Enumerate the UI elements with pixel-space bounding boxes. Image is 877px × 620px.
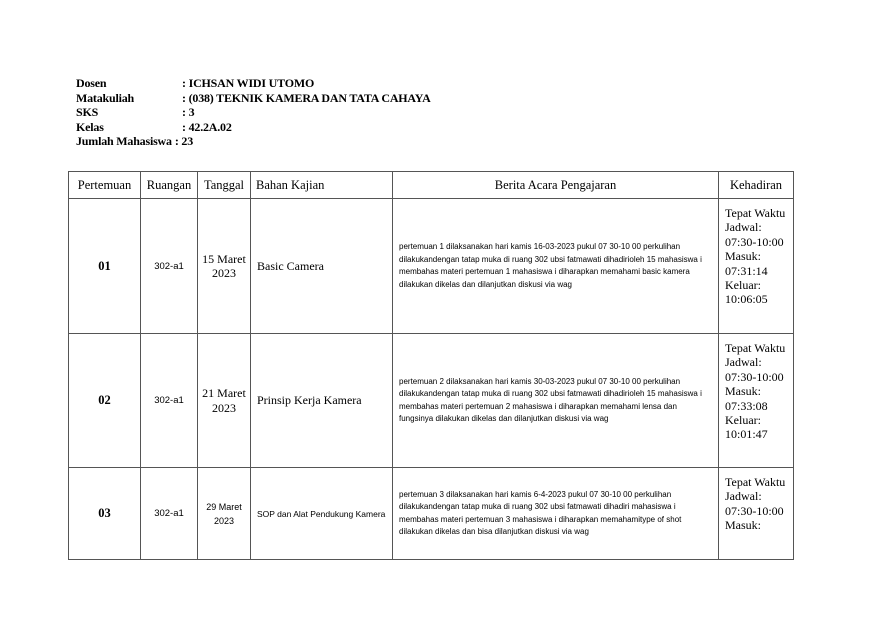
cell-bahan-kajian: SOP dan Alat Pendukung Kamera <box>251 468 393 560</box>
info-dosen <box>76 76 431 91</box>
cell-ruangan: 302-a1 <box>141 334 198 468</box>
info-value: : 23 <box>174 134 194 149</box>
cell-kehadiran <box>719 199 794 334</box>
cell-pertemuan: 01 <box>69 199 141 334</box>
table-row <box>69 334 794 468</box>
table-row <box>69 468 794 560</box>
info-label: Matakuliah <box>76 90 135 105</box>
cell-tanggal: 15 Maret 2023 <box>198 199 251 334</box>
cell-berita-acara: pertemuan 2 dilaksanakan hari kamis 30-03-2023 pukul 07 30-10 00 perkulihan dilakukandengan tatap muka di ruang 302 ubsi fatmawati dihadirioleh 15 mahasiswa i membahas materi pertemuan 2 mahasiswa i diharapkan memahami lensa dan fungsinya dilakukan dikelas dan dilanjutkan diskusi via wag <box>393 334 719 468</box>
course-info <box>76 76 431 149</box>
cell-tanggal: 29 Maret 2023 <box>198 468 251 560</box>
cell-tanggal: 21 Maret 2023 <box>198 334 251 468</box>
info-matakuliah <box>76 91 431 106</box>
info-label: Jumlah Mahasiswa <box>76 134 172 149</box>
header-kehadiran: Kehadiran <box>719 172 794 199</box>
info-jumlah-mahasiswa <box>76 134 431 149</box>
table-header-row <box>69 172 794 199</box>
header-bahan-kajian: Bahan Kajian <box>251 172 393 199</box>
cell-bahan-kajian: Basic Camera <box>251 199 393 334</box>
cell-pertemuan: 02 <box>69 334 141 468</box>
info-label: Kelas <box>76 119 104 134</box>
cell-berita-acara: pertemuan 1 dilaksanakan hari kamis 16-03-2023 pukul 07 30-10 00 perkulihan dilakukandengan tatap muka di ruang 302 ubsi fatmawati dihadirioleh 15 mahasiswa i membahas materi pertemuan 1 mahasiswa i diharapkan memahami basic kamera dilakukan dikelas dan dilanjutkan diskusi via wag <box>393 199 719 334</box>
info-kelas <box>76 120 431 135</box>
info-label: SKS <box>76 105 99 120</box>
teaching-report-table <box>68 171 794 560</box>
cell-bahan-kajian: Prinsip Kerja Kamera <box>251 334 393 468</box>
kehadiran-text: Tepat Waktu Jadwal: 07:30-10:00 Masuk: 07:31:14 Keluar: 10:06:05 <box>725 206 786 307</box>
cell-ruangan: 302-a1 <box>141 199 198 334</box>
info-value: : ICHSAN WIDI UTOMO <box>182 76 315 90</box>
info-sks <box>76 105 431 120</box>
cell-kehadiran <box>719 334 794 468</box>
info-label: Dosen <box>76 76 107 90</box>
table-row <box>69 199 794 334</box>
cell-kehadiran <box>719 468 794 560</box>
info-value: : 42.2A.02 <box>182 119 232 134</box>
cell-ruangan: 302-a1 <box>141 468 198 560</box>
header-pertemuan: Pertemuan <box>69 172 141 199</box>
info-value: : 3 <box>182 105 195 120</box>
kehadiran-text: Tepat Waktu Jadwal: 07:30-10:00 Masuk: 07:33:08 Keluar: 10:01:47 <box>725 341 786 442</box>
cell-pertemuan: 03 <box>69 468 141 560</box>
info-value: : (038) TEKNIK KAMERA DAN TATA CAHAYA <box>182 90 431 105</box>
header-tanggal: Tanggal <box>198 172 251 199</box>
header-berita-acara: Berita Acara Pengajaran <box>393 172 719 199</box>
cell-berita-acara: pertemuan 3 dilaksanakan hari kamis 6-4-2023 pukul 07 30-10 00 perkulihan dilakukandengan tatap muka di ruang 302 ubsi fatmawati dihadiri mahasiswa i membahas materi pertemuan 3 mahasiswa i diharapkan memahamitype of shot dilakukan dikelas dan bisa dilanjutkan diskusi via wag <box>393 468 719 560</box>
kehadiran-text: Tepat Waktu Jadwal: 07:30-10:00 Masuk: <box>725 475 786 533</box>
header-ruangan: Ruangan <box>141 172 198 199</box>
